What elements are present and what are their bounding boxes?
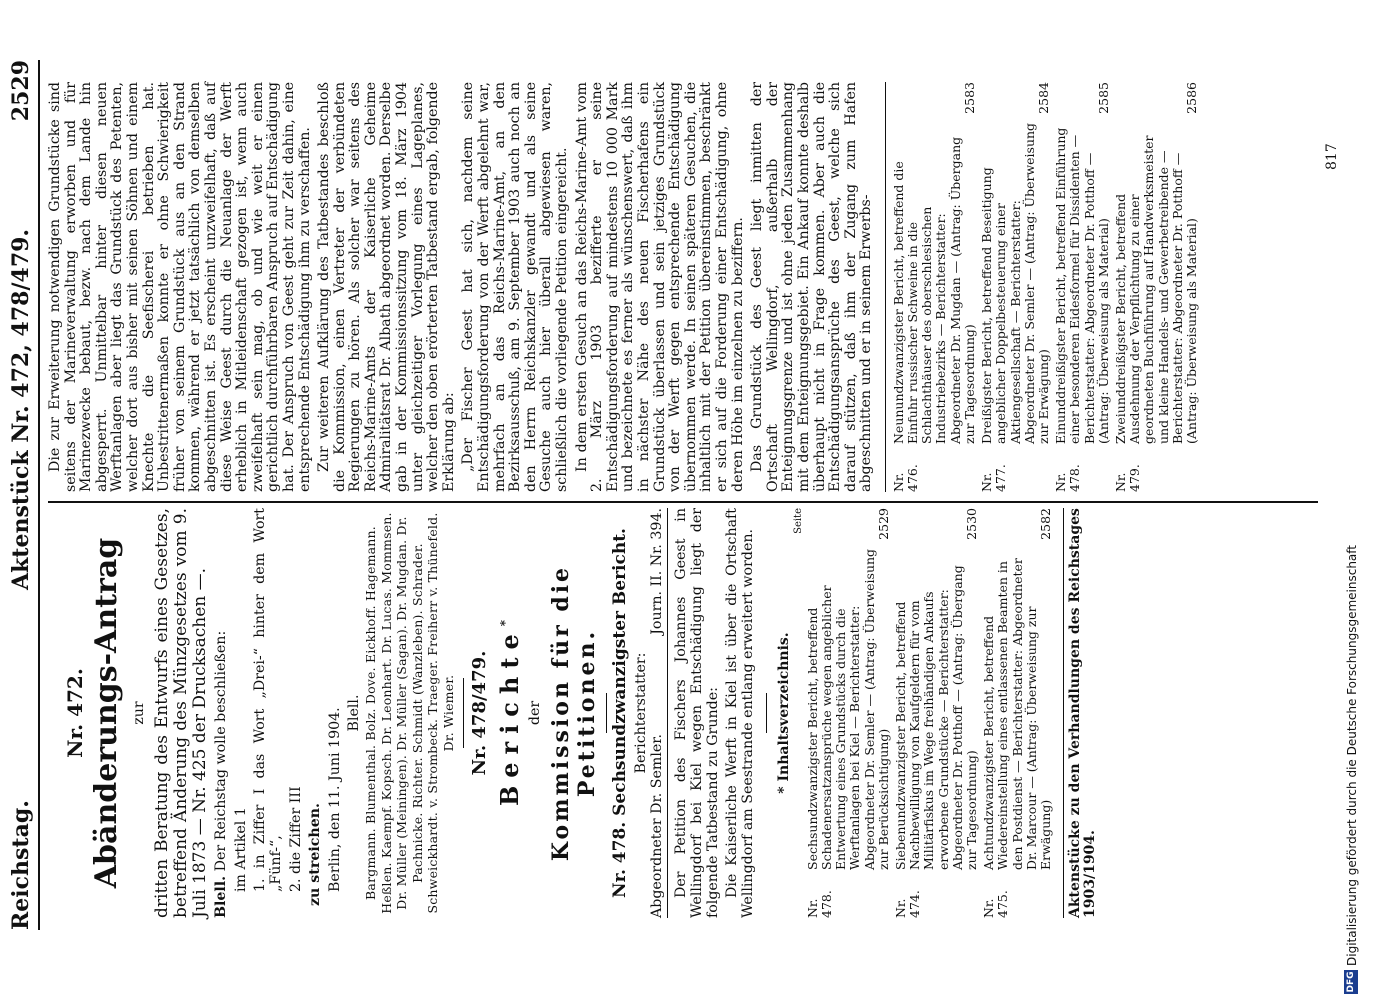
toc-entry-nr: Nr. 478. bbox=[1053, 464, 1083, 492]
separator bbox=[885, 82, 886, 492]
motion-lead-text: Der Reichstag wolle beschließen: bbox=[213, 630, 230, 872]
digitization-credit bbox=[1342, 0, 1382, 1000]
toc-entry-page: 2529 bbox=[875, 508, 891, 540]
page-number: 817 bbox=[1324, 143, 1340, 170]
toc-entry-nr: Nr. 475. bbox=[981, 890, 1011, 918]
toc-entry-page: 2585 bbox=[1095, 82, 1111, 114]
report-paragraph-2: Die Kaiserliche Werft in Kiel ist über die Ortschaft Wellingdorf am Seestrande entlang erweitert worden. bbox=[724, 508, 756, 918]
toc-entry-text: Neunundzwanzigster Bericht, betreffend die Einfuhr russischer Schweine in die Schlachthäuser des oberschlesischen Industriebezirks — Berichterstatter: Abgeordneter Dr. Mugdan — (Antrag: Übergang zur Tagesordnung) bbox=[890, 136, 977, 444]
reports-title: Berichte* bbox=[495, 620, 525, 807]
toc-entry-text: Siebenundzwanzigster Bericht, betreffend Nachbewilligung von Kaufgeldern für vom Militärfiskus im Wege freihändigen Ankaufs erworbene Grundstücke — Berichterstatter: Abgeordneter Dr. Potthoff — (Antrag: Übergang zur Tagesordnung) bbox=[893, 565, 980, 870]
header-page-number: 2529 bbox=[8, 60, 34, 122]
toc-entry bbox=[806, 508, 891, 918]
report-paragraph-1: Der Petition des Fischers Johannes Geest in Wellingdorf bei Kiel wegen Entschädigung liegt der folgende Tatbestand zu Grunde: bbox=[673, 508, 721, 918]
table-of-contents-continued bbox=[892, 82, 1199, 492]
toc-seite: Seite bbox=[792, 508, 804, 534]
toc-entry-text: Dreißigster Bericht, betreffend Beseitigung angeblicher Doppelbesteuerung einer Aktiengesellschaft — Berichterstatter: Abgeordneter Dr. Semler — (Antrag: Überweisung zur Erwägung) bbox=[979, 122, 1051, 444]
reporter-name: Abgeordneter Dr. Semler. bbox=[648, 734, 665, 918]
header-center: Aktenstück Nr. 472, 478/479. bbox=[8, 228, 34, 590]
motion-number: Nr. 472. bbox=[63, 668, 87, 758]
body-paragraph-5: Das Grundstück des Geest liegt inmitten der Ortschaft Wellingdorf, außerhalb der Enteignungsgrenze und ist ohne jeden Zusammenhang mit dem Enteignungsgebiet. Ein Ankauf konnte deshalb überhaupt nicht in Frage kommen. Aber auch die Entschädigungsansprüche des Geest, welche sich darauf stützen, daß ihm der Zugang zum Hafen abgeschnitten und er in seinem Erwerbs- bbox=[749, 82, 875, 492]
toc-entry bbox=[1114, 82, 1199, 492]
toc-entry-page: 2586 bbox=[1183, 82, 1199, 114]
body-paragraph-3: „Der Fischer Geest hat sich, nachdem seine Entschädigungsforderung von der Werft abgelehnt war, mehrfach an das Reichs-Marine-Amt, an den Bezirksausschuß, am 9. September 1903 auch noch an den Herrn Reichskanzler gewandt und als seine Gesuche auch hier überall abgewiesen waren, schließlich die vorliegende Petition eingereicht. bbox=[460, 82, 570, 492]
toc-entry bbox=[980, 82, 1051, 492]
body-paragraph-2: Zur weiteren Aufklärung des Tatbestandes beschloß die Kommission, einen Vertreter der verbündeten Regierungen zu hören. Als solcher war seitens des Reichs-Marine-Amts der Kaiserliche Geheime Admiralitätsrat Dr. Albath abgeordnet worden. Derselbe gab in der Kommissionssitzung vom 18. März 1904 unter gleichzeitiger Vorlegung eines Lageplanes, welcher den oben erörterten Tatbestand ergab, folgende Erklärung ab: bbox=[316, 82, 457, 492]
footnote-mark: * bbox=[498, 620, 513, 627]
separator bbox=[606, 693, 607, 733]
digitization-credit-text: Digitalisierung gefördert durch die Deutsche Forschungsgemeinschaft bbox=[1345, 544, 1359, 966]
toc-entry-nr: Nr. 478. bbox=[804, 890, 835, 918]
toc-entry-text: Sechsundzwanzigster Bericht, betreffend Schadenersatzansprüche wegen angeblicher Entwertung eines Grundstücks durch die Werftanlagen bei Kiel — Berichterstatter: Abgeordneter Dr. Semler — (Antrag: Überweisung zur Berücksichtigung) bbox=[804, 548, 891, 870]
motion-article: im Artikel 1 bbox=[232, 807, 249, 892]
right-column bbox=[48, 82, 1202, 492]
header-left: Reichstag. bbox=[8, 800, 34, 930]
reporter-label: Berichterstatter: bbox=[633, 652, 650, 774]
toc-entry-page: 2582 bbox=[1038, 508, 1054, 540]
toc-entry-page: 2530 bbox=[964, 508, 980, 540]
motion-lead-name: Blell. bbox=[213, 875, 230, 918]
reports-der: der bbox=[527, 700, 544, 726]
journal-number: Journ. II. Nr. 394. bbox=[648, 508, 665, 635]
separator bbox=[766, 693, 767, 733]
toc-heading: * Inhaltsverzeichnis. bbox=[776, 632, 793, 794]
column-divider bbox=[48, 502, 1318, 504]
motion-intro: dritten Beratung des Entwurfs eines Gesetzes, betreffend Änderung des Münzgesetzes vom 9. Juli 1873 — Nr. 425 der Drucksachen —. bbox=[152, 508, 211, 918]
toc-entry bbox=[894, 508, 979, 918]
toc-entry bbox=[1054, 82, 1111, 492]
reports-number: Nr. 478/479. bbox=[468, 650, 490, 776]
volume-footer: Aktenstücke zu den Verhandlungen des Reichstages 1903/1904. bbox=[1063, 508, 1096, 918]
toc-entry-text: Einunddreißigster Bericht, betreffend Einführung einer besonderen Eidesformel für Dissidenten — Berichterstatter: Abgeordneter Dr. Potthoff — (Antrag: Überweisung als Material) bbox=[1053, 127, 1111, 444]
toc-entry-text: Zweiunddreißigster Bericht, betreffend Ausdehnung der Verpflichtung zu einer geordneten Buchführung auf Handwerksmeister und kleine Handels- und Gewerbetreibende — Berichterstatter: Abgeordneter Dr. Potthoff — (Antrag: Überweisung als Material) bbox=[1112, 135, 1199, 444]
toc-entry-nr: Nr. 476. bbox=[890, 464, 921, 492]
report-title: Nr. 478. Sechsundzwanzigster Bericht. bbox=[609, 528, 630, 898]
toc-entry-page: 2583 bbox=[961, 82, 977, 114]
toc-entry bbox=[982, 508, 1053, 918]
separator bbox=[463, 678, 464, 748]
motion-item-1: 1. in Ziffer I das Wort „Drei-“ hinter dem Wort „Fünf-“, bbox=[252, 508, 284, 892]
commission-title: Kommission für die Petitionen. bbox=[547, 564, 600, 862]
motion-zu: zur bbox=[130, 701, 147, 725]
motion-title: Abänderungs-Antrag bbox=[88, 537, 124, 889]
motion-supporters: Bargmann. Blumenthal. Bolz. Dove. Eickhoff. Hagemann. Heßlen. Kaempf. Kopsch. Dr. Leonhart. Dr. Lucas. Mommsen. Dr. Müller (Meiningen). Dr. Müller (Sagan). Dr. Mugdan. Dr. Pachnicke. Richter. Schmidt (Wanzleben). Schrader. Schweickhardt. v. Strombeck. Traeger. Freiherr v. Thünefeld. Dr. Wiemer. bbox=[362, 512, 456, 914]
toc-entry-text: Achtundzwanzigster Bericht, betreffend Wiedereinstellung eines entlassenen Beamten in den Postdienst — Berichterstatter: Abgeordneter Dr. Marcour — (Antrag: Überweisung zur Erwägung) bbox=[981, 558, 1054, 870]
toc-entry bbox=[892, 82, 977, 492]
toc-entry-page: 2584 bbox=[1035, 82, 1051, 114]
motion-signer: Blell. bbox=[346, 694, 363, 732]
dfg-logo-icon: DFG bbox=[1346, 971, 1356, 993]
toc-entry-nr: Nr. 474. bbox=[893, 890, 923, 918]
left-column bbox=[48, 508, 1097, 918]
running-header bbox=[8, 60, 40, 930]
toc-entry-nr: Nr. 477. bbox=[979, 464, 1009, 492]
table-of-contents bbox=[777, 508, 1096, 918]
body-paragraph-1: Die zur Erweiterung notwendigen Grundstücke sind seitens der Marineverwaltung erworben und für Marinezwecke bebaut, bezw. nach dem Lande hin abgesperrt. Unmittelbar hinter diesen neuen Werftanlagen aber liegt das Grundstück des Petenten, welcher dort aus bisher mit seinen Söhnen und einem Knechte die Seefischerei betrieben hat. Unbestrittenermaßen konnte er ohne Schwierigkeit früher von seinem Grundstück aus an den Strand kommen, während er jetzt tatsächlich von demselben abgeschnitten ist. Es erscheint unzweifelhaft, daß auf diese Weise Geest durch die Neuanlage der Werft erheblich in Mitleidenschaft gezogen ist, wenn auch zweifelhaft sein mag, ob und wie weit er einen gerichtlich durchführbaren Anspruch auf Entschädigung hat. Der Anspruch von Geest geht zur Zeit dahin, eine entsprechende Entschädigung ihm zu verschaffen. bbox=[47, 82, 313, 492]
motion-item-2: 2. die Ziffer III bbox=[287, 786, 304, 892]
body-paragraph-4: In dem ersten Gesuch an das Reichs-Marine-Amt vom 2. März 1903 bezifferte er seine Entschädigungsforderung auf mindestens 10 000 Mark und bezeichnete es ferner als wünschenswert, daß ihm in nächster Nähe des neuen Fischerhafens ein Grundstück überlassen und sein jetziges Grundstück von der Werft gegen entsprechende Entschädigung übernommen werde. In seinen späteren Gesuchen, die inhaltlich mit der Petition übereinstimmen, beschränkt er sich auf die Forderung einer Entschädigung, ohne deren Höhe im einzelnen zu beziffern. bbox=[573, 82, 746, 492]
toc-entry-nr: Nr. 479. bbox=[1112, 464, 1143, 492]
motion-place-date: Berlin, den 11. Juni 1904. bbox=[326, 707, 343, 892]
motion-strike: zu streichen. bbox=[307, 803, 324, 906]
